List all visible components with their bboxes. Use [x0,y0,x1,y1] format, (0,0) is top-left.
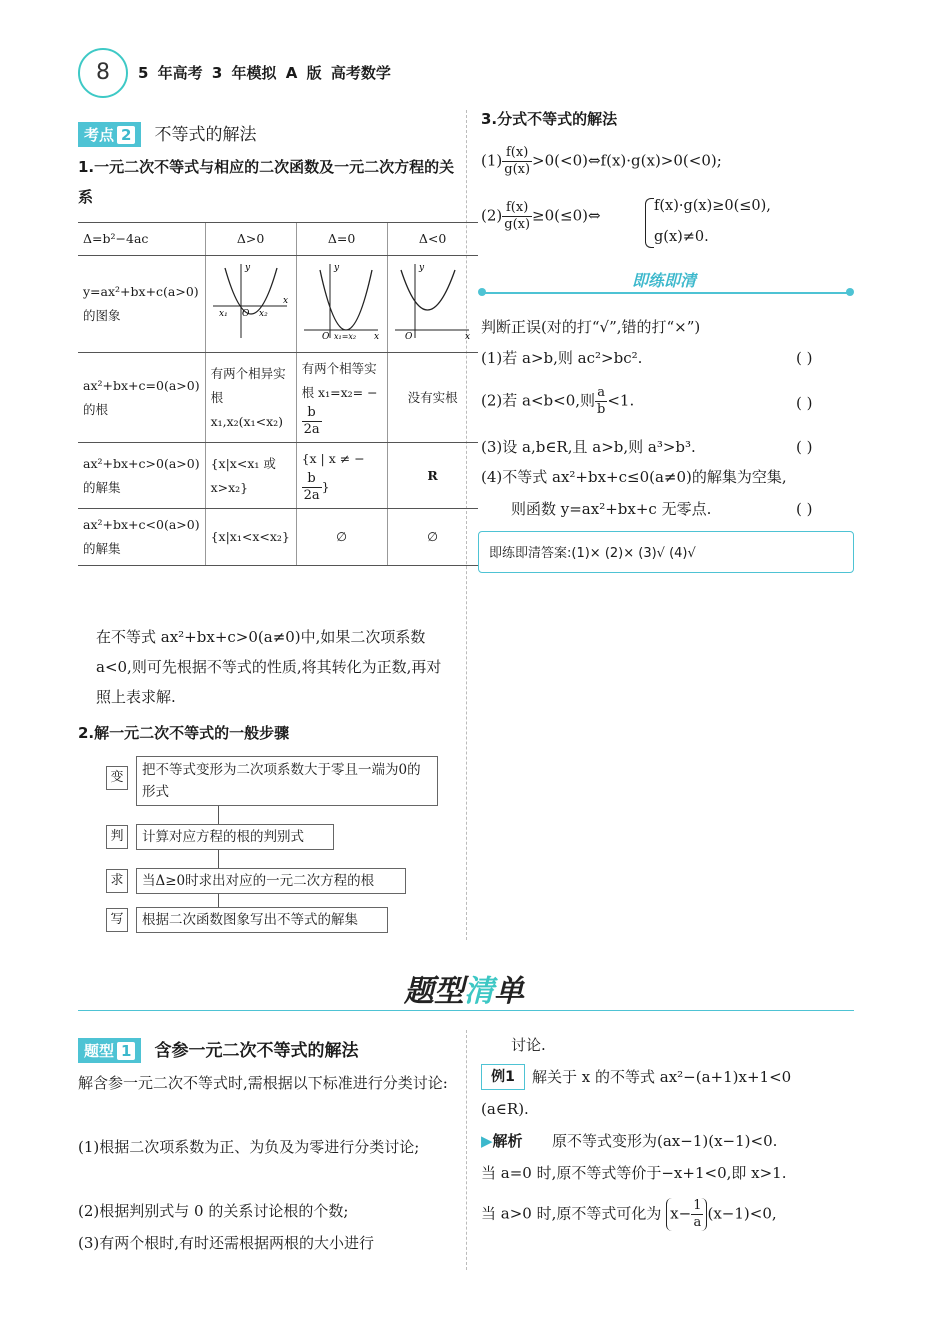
type-heading [78,1036,359,1063]
question-3: (3)设 a,b∈R,且 a>b,则 a³>b³. [481,438,696,456]
item3-title: 3.分式不等式的解法 [481,110,618,128]
step-tag: 写 [106,908,128,932]
example-text-cont: (a∈R). [481,1100,529,1118]
table-header-row [78,223,478,256]
item2-title: 2.解一元二次不等式的一般步骤 [78,724,290,742]
item1-title: 1.一元二次不等式与相应的二次函数及一元二次方程的关系 [78,158,455,206]
table-header: Δ>0 [205,223,296,256]
step-tag: 变 [106,766,128,790]
solution-line-3: 当 a>0 时,原不等式可化为 x− $\frac{1}{a}$ (x−1)<0, [481,1198,777,1230]
dot-icon [846,288,854,296]
answer-blank: ( ) [796,349,813,367]
question-4: (4)不等式 ax²+bx+c≤0(a≠0)的解集为空集, [481,468,787,486]
row-label: y=ax²+bx+c(a>0)的图象 [78,256,205,353]
table-header: Δ<0 [387,223,478,256]
type-badge: 题型 1 [78,1038,141,1063]
banner-title: 题型清单 [404,974,524,1009]
solution-label: ▶解析 [481,1132,523,1150]
type-title: 含参一元二次不等式的解法 [154,1041,359,1061]
answers-text: 即练即清答案:(1)× (2)× (3)√ (4)√ [489,546,696,561]
table-cell: ∅ [387,509,478,566]
step-box: 把不等式变形为二次项系数大于零且一端为0的形式 [136,756,438,806]
banner-rule [78,1010,854,1011]
solution-line-1: 原不等式变形为(ax−1)(x−1)<0. [552,1132,778,1150]
criterion-2: (2)根据判别式与 0 的关系讨论根的个数; [78,1202,349,1220]
table-cell: {x | x ≠ − $\frac{b}{2a}$ } [296,443,387,509]
criterion-1: (1)根据二次项系数为正、为负及为零进行分类讨论; [78,1138,420,1156]
column-divider [466,1030,467,1270]
svg-text:x₂: x₂ [258,309,268,319]
step-tag: 求 [106,869,128,893]
table-row [78,256,478,353]
table-header: Δ=0 [296,223,387,256]
continued-text: 讨论. [511,1036,546,1054]
rule2-line2: g(x)≠0. [654,229,709,245]
table-header: Δ=b²−4ac [78,223,205,256]
practice-intro: 判断正误(对的打“√”,错的打“×”) [481,318,701,336]
book-title: 5 年高考 3 年模拟 A 版 高考数学 [138,64,391,82]
brace [645,198,654,248]
row-label: ax²+bx+c<0(a>0)的解集 [78,509,205,566]
example-label: 例1 [481,1064,525,1090]
row-label: ax²+bx+c=0(a>0)的根 [78,353,205,443]
triangle-icon: ▶ [481,1132,493,1150]
table-cell: 有两个相等实根 x₁=x₂= − $\frac{b}{2a}$ [296,353,387,443]
rule2-line1: f(x)·g(x)≥0(≤0), [654,198,771,214]
dot-icon [478,288,486,296]
svg-text:O: O [321,332,329,340]
step-box: 根据二次函数图象写出不等式的解集 [136,907,388,933]
solution-line-2: 当 a=0 时,原不等式等价于−x+1<0,即 x>1. [481,1164,787,1182]
question-2: (2)若 a<b<0,则 $\frac{a}{b}$ <1. [481,385,635,417]
fraction-rule-1: (1) $\frac{f(x)}{g(x)}$ >0(<0)⇔f(x)·g(x)>0(<0); [481,145,722,177]
svg-text:y: y [333,263,339,273]
page-number: 8 [78,48,128,98]
table-row [78,443,478,509]
answer-box [478,531,854,573]
criterion-3: (3)有两个根时,有时还需根据两根的大小进行 [78,1234,375,1252]
section-heading [78,120,257,147]
section-title: 不等式的解法 [154,125,257,145]
table-cell: ∅ [296,509,387,566]
table-cell: R [387,443,478,509]
graph-one-root [296,256,387,353]
step-tag: 判 [106,825,128,849]
table-cell: {x|x<x₁ 或 x>x₂} [205,443,296,509]
table-cell: 有两个相异实根 x₁,x₂(x₁<x₂) [205,353,296,443]
svg-text:y: y [418,263,424,273]
table-note: 在不等式 ax²+bx+c>0(a≠0)中,如果二次项系数 a<0,则可先根据不等式的性质,将其转化为正数,再对照上表求解. [96,628,442,706]
practice-title: 即练即清 [626,268,702,291]
answer-blank: ( ) [796,394,813,412]
svg-text:x₁: x₁ [218,309,228,319]
svg-text:O: O [241,309,249,319]
practice-rule [481,292,851,294]
fraction-rule-2: (2) $\frac{f(x)}{g(x)}$ ≥0(≤0)⇔ [481,200,601,232]
question-1: (1)若 a>b,则 ac²>bc². [481,349,643,367]
step-box: 计算对应方程的根的判别式 [136,824,334,850]
step-box: 当Δ≥0时求出对应的一元二次方程的根 [136,868,406,894]
table-cell: 没有实根 [387,353,478,443]
quadratic-table [78,222,478,566]
flow-connector [218,800,219,918]
table-row [78,353,478,443]
svg-text:x: x [464,332,470,340]
graph-no-root [387,256,478,353]
question-4-cont: 则函数 y=ax²+bx+c 无零点. [511,500,712,518]
graph-two-roots [205,256,296,353]
svg-text:y: y [244,263,250,273]
svg-text:x₁=x₂: x₁=x₂ [333,332,356,340]
row-label: ax²+bx+c>0(a>0)的解集 [78,443,205,509]
table-row [78,509,478,566]
svg-text:x: x [282,296,288,306]
svg-text:x: x [373,332,379,340]
answer-blank: ( ) [796,438,813,456]
type-intro: 解含参一元二次不等式时,需根据以下标准进行分类讨论: [78,1074,448,1092]
section-badge: 考点 2 [78,122,141,147]
svg-text:O: O [404,332,412,340]
answer-blank: ( ) [796,500,813,518]
example-text: 解关于 x 的不等式 ax²−(a+1)x+1<0 [532,1068,792,1086]
table-cell: {x|x₁<x<x₂} [205,509,296,566]
